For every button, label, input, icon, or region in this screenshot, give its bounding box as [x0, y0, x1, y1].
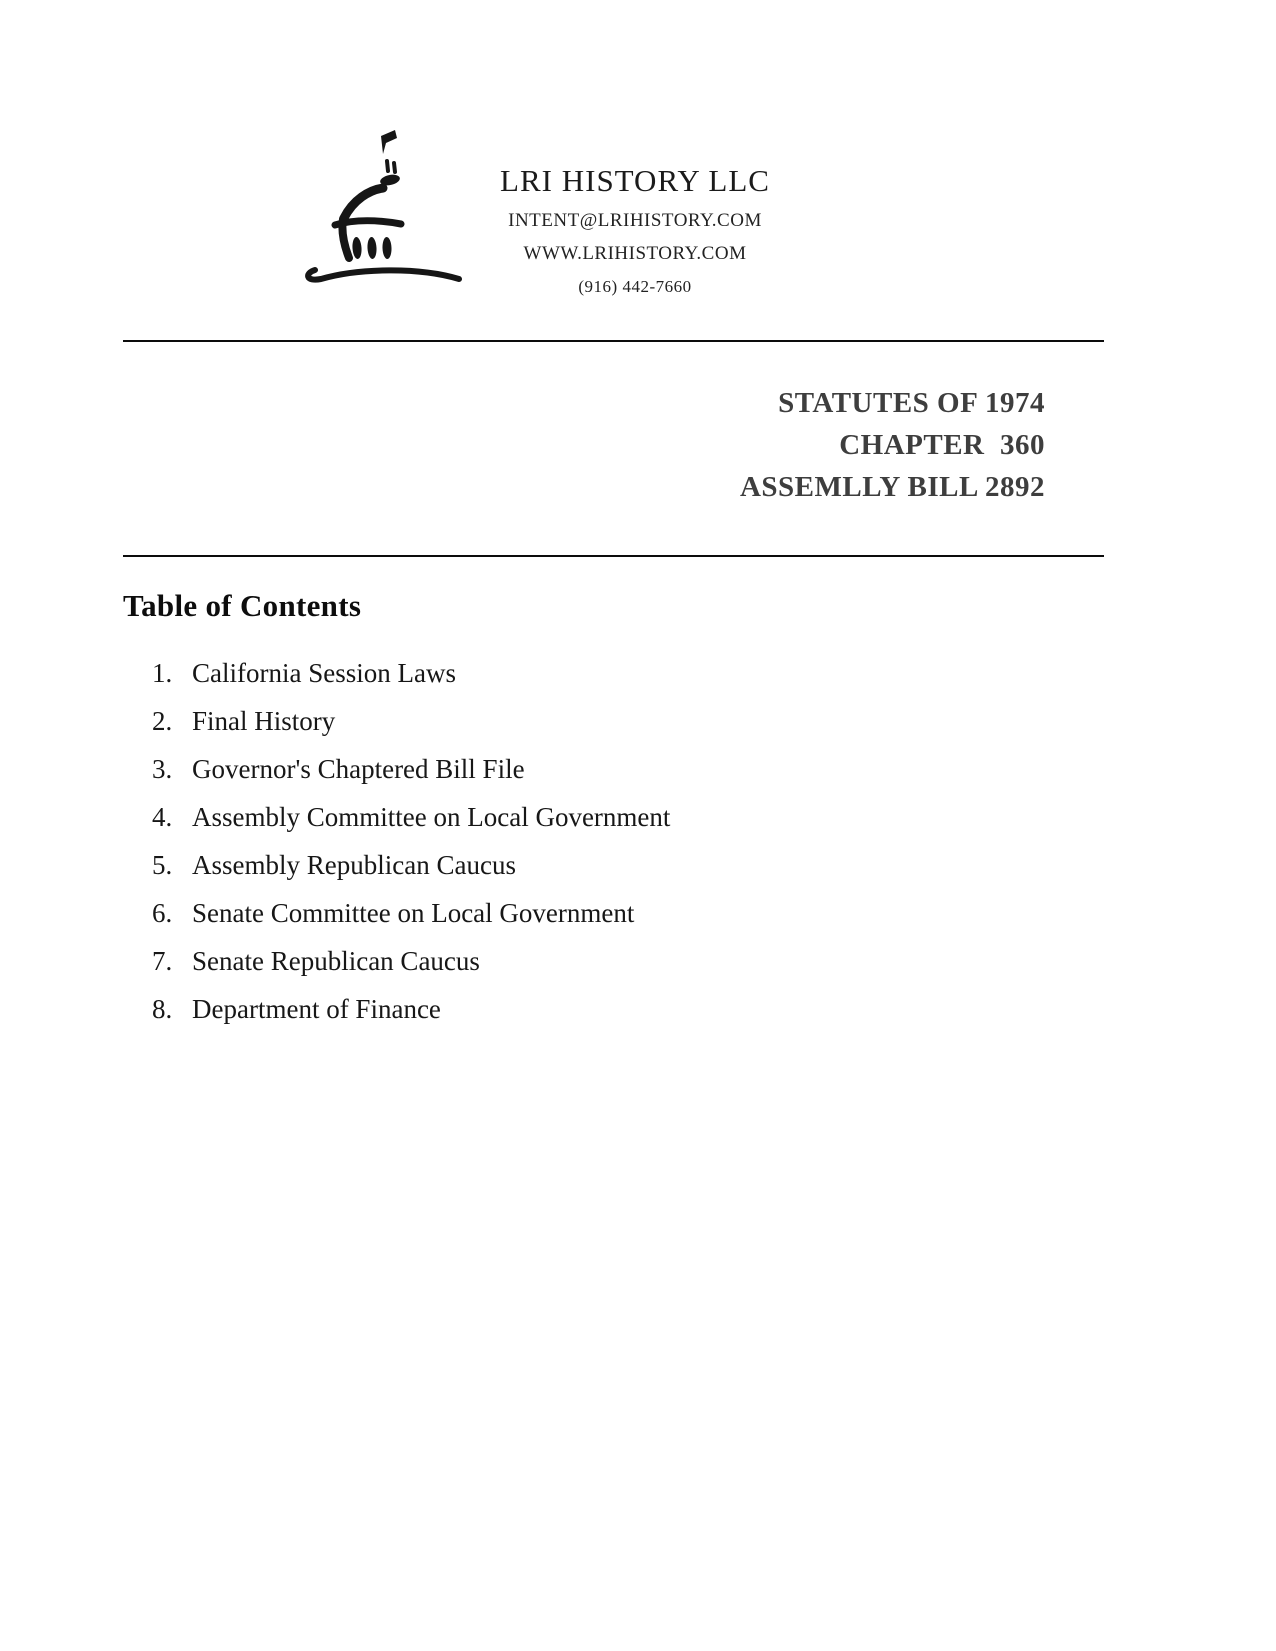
- toc-item-4: [152, 801, 670, 834]
- toc-item-number: 1.: [152, 658, 173, 688]
- statutes-line-2: CHAPTER 360: [839, 429, 1045, 461]
- statutes-title-block: [740, 382, 1045, 508]
- company-name: LRI HISTORY LLC: [500, 163, 770, 198]
- toc-item-number: 6.: [152, 898, 173, 928]
- toc-item-label: Assembly Republican Caucus: [192, 850, 516, 880]
- toc-item-label: Governor's Chaptered Bill File: [192, 754, 525, 784]
- divider-top: [123, 340, 1104, 342]
- toc-item-6: [152, 897, 670, 930]
- capitol-dome-logo-icon: [297, 126, 467, 291]
- toc-item-5: [152, 849, 670, 882]
- toc-item-label: Senate Committee on Local Government: [192, 898, 635, 928]
- toc-item-number: 7.: [152, 946, 173, 976]
- statutes-line-1: STATUTES OF 1974: [778, 387, 1045, 419]
- toc-item-1: [152, 657, 670, 690]
- toc-list: [152, 657, 670, 1041]
- divider-bottom: [123, 555, 1104, 557]
- toc-item-label: Assembly Committee on Local Government: [192, 802, 671, 832]
- toc-item-label: Final History: [192, 706, 336, 736]
- toc-item-label: Department of Finance: [192, 994, 441, 1024]
- toc-item-label: California Session Laws: [192, 658, 456, 688]
- toc-heading: Table of Contents: [123, 588, 362, 623]
- company-website: WWW.LRIHISTORY.COM: [523, 243, 747, 264]
- statutes-line-3: ASSEMLLY BILL 2892: [739, 471, 1045, 503]
- toc-item-8: [152, 993, 670, 1026]
- toc-item-number: 5.: [152, 850, 173, 880]
- toc-item-2: [152, 705, 670, 738]
- toc-item-number: 2.: [152, 706, 173, 736]
- toc-item-number: 4.: [152, 802, 173, 832]
- company-phone: (916) 442-7660: [578, 277, 692, 296]
- toc-item-label: Senate Republican Caucus: [192, 946, 480, 976]
- toc-item-3: [152, 753, 670, 786]
- company-email: INTENT@LRIHISTORY.COM: [508, 210, 762, 231]
- toc-item-number: 3.: [152, 754, 173, 784]
- toc-item-7: [152, 945, 670, 978]
- toc-item-number: 8.: [152, 994, 173, 1024]
- logo-flag: [381, 130, 397, 154]
